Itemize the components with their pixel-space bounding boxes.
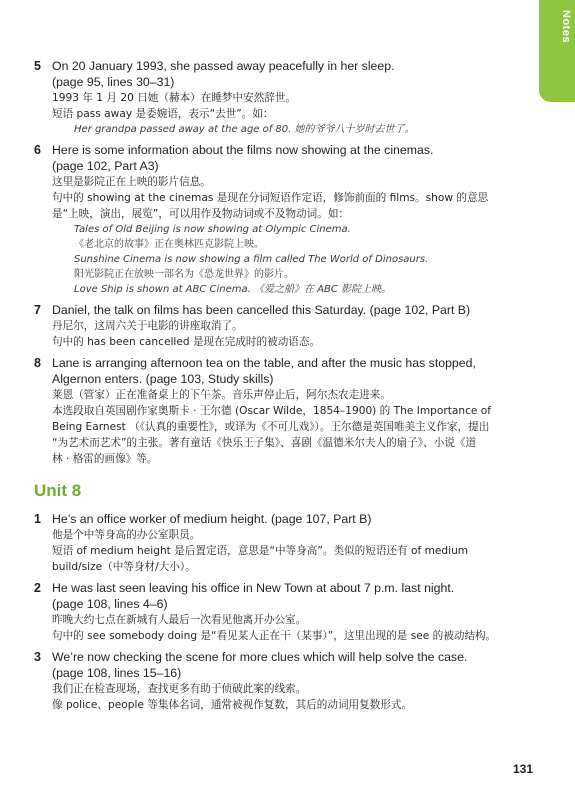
note-item	[34, 142, 544, 297]
note-english-line: We’re now checking the scene for more clues which will help solve the case.	[52, 650, 468, 664]
note-item	[34, 355, 544, 467]
note-chinese-line: Being Earnest （《认真的重要性》，或译为《不可儿戏》）。王尔德是英国唯美主义作家，提出	[52, 421, 490, 433]
note-chinese-line: 昨晚大约七点在新城有人最后一次看见他离开办公室。	[52, 614, 307, 626]
note-chinese-line: 莱恩（管家）正在准备桌上的下午茶。音乐声停止后，阿尔杰农走进来。	[52, 389, 391, 401]
note-number: 2	[34, 581, 41, 595]
note-number: 6	[34, 143, 41, 157]
note-chinese-line: 句中的 showing at the cinemas 是现在分词短语作定语，修饰前面的 films。show 的意思	[52, 192, 489, 204]
note-number: 3	[34, 650, 41, 664]
note-number: 7	[34, 303, 41, 317]
unit-heading: Unit 8	[34, 481, 82, 500]
note-example-line: 《老北京的故事》正在奥林匹克影院上映。	[74, 239, 264, 250]
note-example-line: Sunshine Cinema is now showing a film called The World of Dinosaurs.	[74, 254, 429, 265]
note-item	[34, 58, 544, 137]
note-chinese-line: 我们正在检查现场，查找更多有助于侦破此案的线索。	[52, 683, 307, 695]
note-number: 1	[34, 512, 41, 526]
note-number: 5	[34, 59, 41, 73]
note-english-line: Daniel, the talk on films has been cancelled this Saturday. (page 102, Part B)	[52, 303, 471, 317]
notes-tab	[539, 0, 575, 102]
note-english-line: He’s an office worker of medium height. (page 107, Part B)	[52, 512, 372, 526]
note-chinese-line: 1993 年 1 月 20 日她（赫本）在睡梦中安然辞世。	[52, 92, 297, 104]
page-content	[34, 58, 544, 718]
note-item	[34, 511, 544, 575]
notes-tab-label: Notes	[560, 10, 572, 44]
note-example-line: 阳光影院正在放映一部名为《恐龙世界》的影片。	[74, 269, 294, 280]
note-example-line: Her grandpa passed away at the age of 80. 她的爷爷八十岁时去世了。	[74, 124, 415, 135]
note-chinese-line: 丹尼尔，这周六关于电影的讲座取消了。	[52, 320, 243, 332]
page-number: 131	[512, 762, 533, 776]
note-english-line: On 20 January 1993, she passed away peacefully in her sleep.	[52, 59, 395, 73]
note-english-line: Here is some information about the films now showing at the cinemas.	[52, 143, 434, 157]
note-english-line: (page 108, lines 4–6)	[52, 597, 168, 611]
note-chinese-line: 像 police、people 等集体名词，通常被视作复数，其后的动词用复数形式。	[52, 699, 413, 711]
notes-list	[34, 58, 544, 467]
note-example-line: Tales of Old Beijing is now showing at Olympic Cinema.	[74, 224, 351, 235]
note-english-line: (page 95, lines 30–31)	[52, 75, 175, 89]
note-english-line: (page 108, lines 15–16)	[52, 666, 182, 680]
note-chinese-line: 他是个中等身高的办公室职员。	[52, 529, 201, 541]
note-chinese-line: build/size（中等身材/大小）。	[52, 561, 196, 573]
note-chinese-line: 短语 pass away 是委婉语，表示“去世”。如：	[52, 108, 274, 120]
note-chinese-line: 是“上映，演出，展览”，可以用作及物动词或不及物动词。如：	[52, 208, 350, 220]
note-number: 8	[34, 356, 41, 370]
note-english-line: Algernon enters. (page 103, Study skills)	[52, 372, 274, 386]
note-item	[34, 302, 544, 350]
note-chinese-line: “为艺术而艺术”的主张。著有童话《快乐王子集》、喜剧《温德米尔夫人的扇子》、小说《道	[52, 437, 477, 449]
note-chinese-line: 林 · 格雷的画像》等。	[52, 453, 158, 465]
note-chinese-line: 本选段取自英国剧作家奥斯卡 · 王尔德 (Oscar Wilde，1854–1900) 的 The Importance of	[52, 405, 491, 417]
note-item	[34, 580, 544, 644]
note-english-line: Lane is arranging afternoon tea on the table, and after the music has stopped,	[52, 356, 476, 370]
note-chinese-line: 句中的 has been cancelled 是现在完成时的被动语态。	[52, 336, 321, 348]
note-english-line: He was last seen leaving his office in New Town at about 7 p.m. last night.	[52, 581, 455, 595]
note-chinese-line: 这里是影院正在上映的影片信息。	[52, 176, 211, 188]
note-chinese-line: 句中的 see somebody doing 是“看见某人正在干（某事）”，这里出现的是 see 的被动结构。	[52, 630, 497, 642]
note-chinese-line: 短语 of medium height 是后置定语，意思是“中等身高”。类似的短语还有 of medium	[52, 545, 469, 557]
note-english-line: (page 102, Part A3)	[52, 159, 159, 173]
note-item	[34, 649, 544, 713]
note-example-line: Love Ship is shown at ABC Cinema. 《爱之船》在 ABC 影院上映。	[74, 284, 392, 295]
unit-notes-list	[34, 511, 544, 713]
